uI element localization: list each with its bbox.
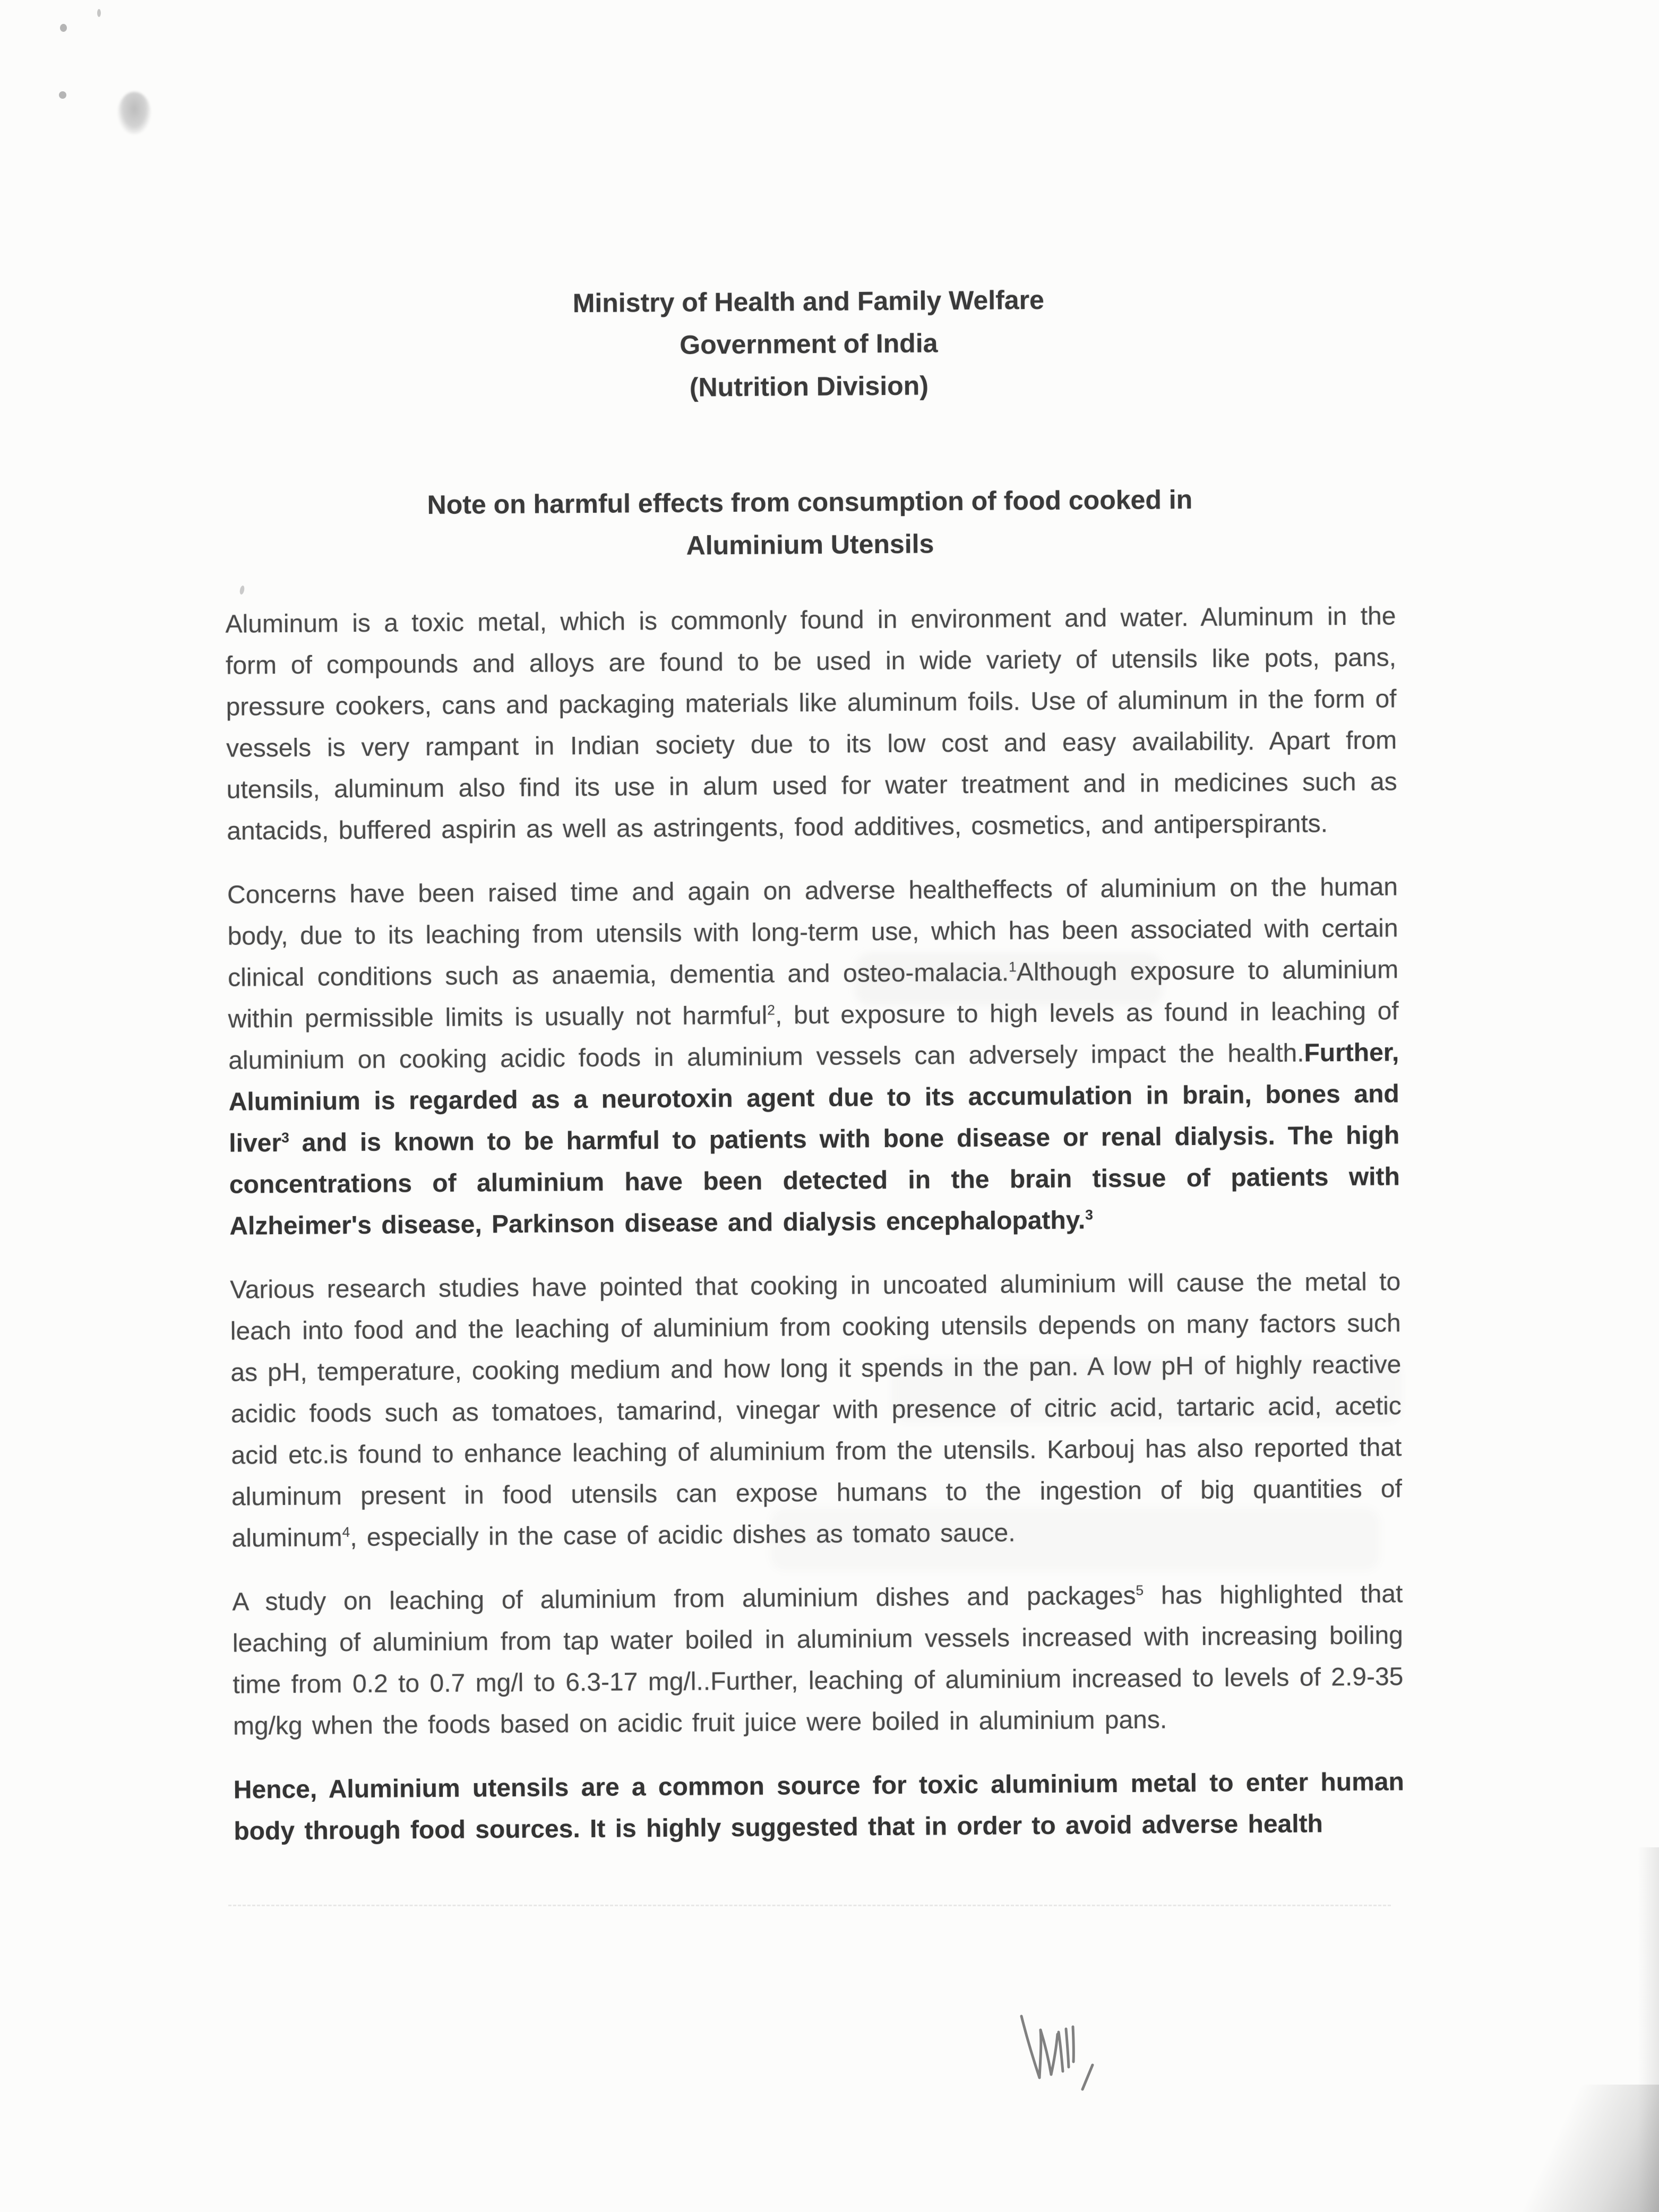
footnote-marker: 3 — [1085, 1207, 1093, 1223]
note-title-line-1: Note on harmful effects from consumption of food cooked in — [427, 484, 1193, 520]
text-run: and is known to be harmful to patients with bone disease or renal dialysis. The high concentrations of aluminium have been detected in the brain tissue of patients with Alzheimer's disease, Parkinson disease and dialysis encephalopathy. — [229, 1121, 1400, 1241]
paragraph — [234, 1761, 1405, 1852]
note-title-line-2: Aluminium Utensils — [686, 529, 934, 561]
text-run: Although exposure to aluminium within permissible limits is usually not harmful — [228, 956, 1399, 1034]
ministry-line-1: Ministry of Health and Family Welfare — [572, 285, 1045, 319]
document-body — [225, 596, 1404, 1852]
scan-edge-shadow — [1638, 1847, 1659, 2212]
scan-artifact-dashes — [228, 1905, 1391, 1906]
scan-corner-shadow — [1431, 2085, 1659, 2212]
punch-hole-smudge — [118, 92, 151, 134]
ministry-line-3: (Nutrition Division) — [689, 371, 929, 402]
ministry-header — [223, 276, 1395, 411]
text-run: Various research studies have pointed that cooking in uncoated aluminium will cause the metal to leach into food and the leaching of aluminium from cooking utensils depends on many factors such as pH, temperature, cooking medium and how long it spends in the pan. A low pH of highly reactive acidic foods such as tomatoes, tamarind, vinegar with presence of citric acid, tartaric acid, acetic acid etc.is found to enhance leaching of aluminium from the utensils. Karbouj has also reported that aluminum present in food utensils can expose humans to the ingestion of big quantities of aluminum — [230, 1268, 1403, 1553]
text-run: has highlighted that leaching of aluminium from tap water boiled in aluminium vessels increased with increasing boiling time from 0.2 to 0.7 mg/l to 6.3-17 mg/l..Further, leaching of aluminium increased to levels of 2.9-35 mg/kg when the foods based on acidic fruit juice were boiled in aluminium pans. — [232, 1580, 1404, 1741]
text-run: A study on leaching of aluminium from aluminium dishes and packages — [232, 1581, 1136, 1616]
paragraph — [225, 596, 1397, 852]
footnote-marker: 4 — [342, 1524, 350, 1540]
footnote-marker: 2 — [767, 1002, 776, 1018]
text-run: Hence, Aluminium utensils are a common source for toxic aluminium metal to enter human body through food sources. It is highly suggested that in order to avoid adverse health — [233, 1768, 1404, 1846]
text-run: Aluminum is a toxic metal, which is commonly found in environment and water. Aluminum in the form of compounds and alloys are found to be used in wide variety of utensils like pots, pans, pressure cookers, cans and packaging materials like aluminum foils. Use of aluminum in the form of vessels is very rampant in Indian society due to its low cost and easy availability. Apart from utensils, aluminum also find its use in alum used for water treatment and in medicines such as antacids, buffered aspirin as well as astringents, food additives, cosmetics, and antiperspirants. — [225, 602, 1397, 846]
footnote-marker: 5 — [1136, 1582, 1144, 1598]
scan-speck — [60, 24, 67, 32]
text-run: , but exposure to high levels as found in leaching of aluminium on cooking acidic foods in aluminium vessels can adversely impact the health. — [228, 997, 1399, 1075]
paragraph — [232, 1573, 1404, 1747]
document-content — [223, 276, 1405, 1852]
text-run: , especially in the case of acidic dishes as tomato sauce. — [350, 1519, 1016, 1552]
paragraph — [227, 866, 1400, 1247]
footnote-marker: 3 — [281, 1129, 289, 1146]
text-run: Concerns have been raised time and again on adverse healtheffects of aluminium on the human body, due to its leaching from utensils with long-term use, which has been associated with certain clinical conditions such as anaemia, dementia and osteo-malacia. — [227, 873, 1398, 992]
text-run: Further, Aluminium is regarded as a neurotoxin agent due to its accumulation in brain, bones and liver — [228, 1038, 1399, 1158]
scan-speck — [59, 91, 66, 99]
handwritten-signature — [1014, 2011, 1120, 2096]
note-title — [225, 477, 1396, 570]
ministry-line-2: Government of India — [680, 328, 938, 360]
footnote-marker: 1 — [1008, 959, 1017, 975]
paragraph — [230, 1261, 1403, 1559]
scan-speck — [97, 9, 101, 17]
